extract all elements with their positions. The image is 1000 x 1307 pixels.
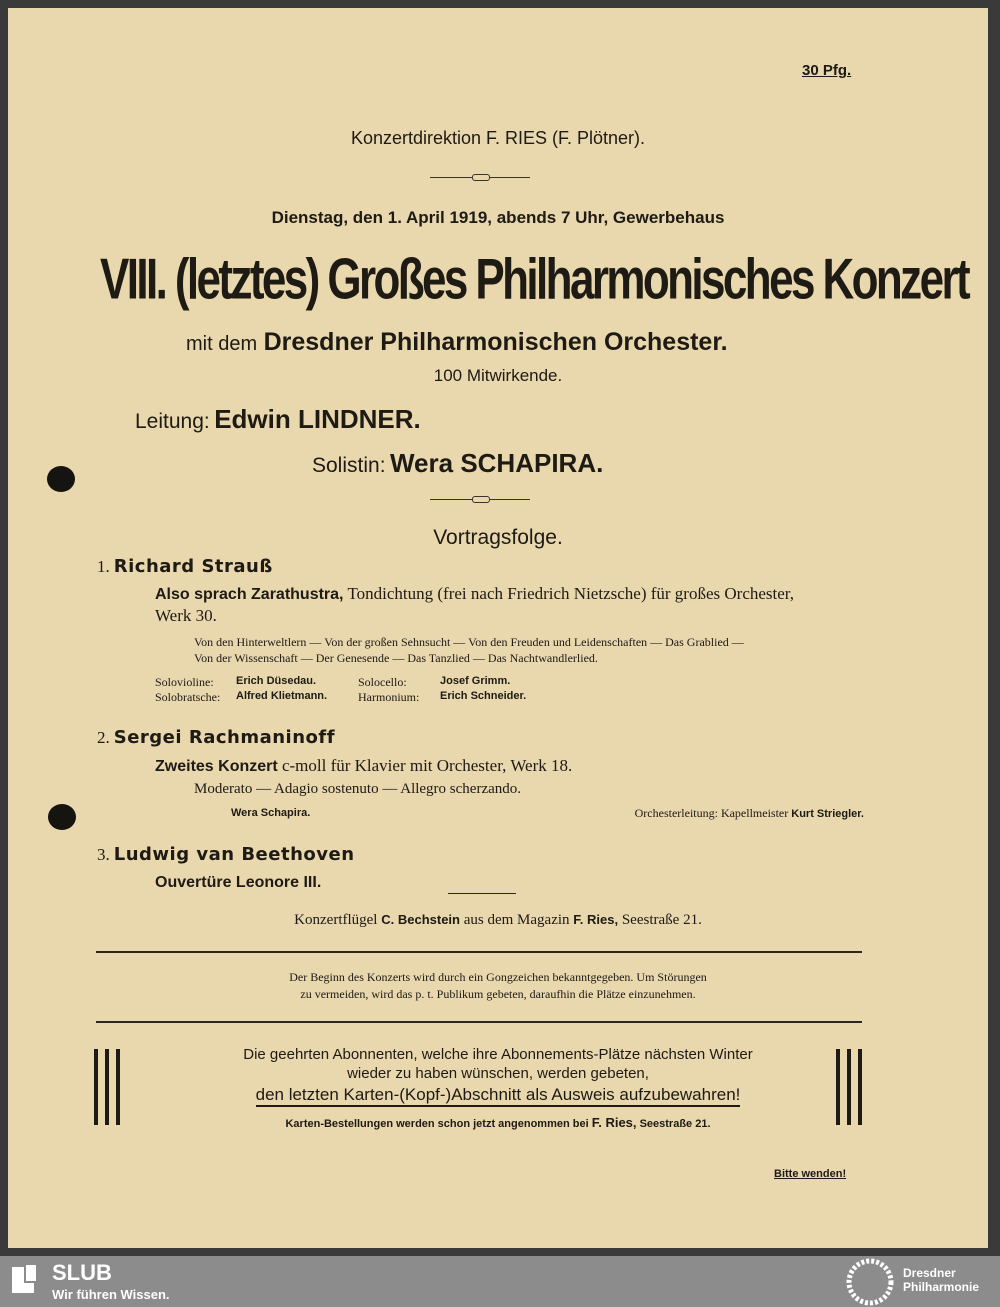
program-item-1-movements-2: Von der Wissenschaft — Der Genesende — Das Tanzlied — Das Nachtwandlerlied. bbox=[194, 651, 598, 665]
program-item-1-soloist-2-name: Josef Grimm. bbox=[440, 675, 511, 687]
notice-rule-bottom bbox=[96, 1021, 862, 1023]
subscriber-line-2: wieder zu haben wünschen, werden gebeten, bbox=[347, 1065, 649, 1082]
subscriber-line-1: Die geehrten Abonnenten, welche ihre Abonnements-Plätze nächsten Winter bbox=[243, 1046, 753, 1063]
program-item-1-number: 1. bbox=[97, 557, 110, 576]
piano-note bbox=[8, 912, 988, 929]
program-item-1-soloist-3-name: Alfred Klietmann. bbox=[236, 690, 328, 702]
orders-line bbox=[8, 1115, 988, 1130]
program-item-2-header bbox=[97, 727, 335, 748]
punch-hole-top bbox=[47, 466, 75, 492]
dresdner-philharmonie-logo-icon bbox=[845, 1258, 895, 1306]
soloist-label: Solistin: bbox=[312, 454, 386, 477]
organizer: Konzertdirektion F. RIES (F. Plötner). bbox=[350, 128, 646, 148]
slub-logo-icon bbox=[10, 1263, 40, 1295]
price-label: 30 Pfg. bbox=[802, 62, 852, 79]
footer-slub-title: SLUB bbox=[52, 1260, 112, 1285]
program-item-2-conduction-name: Kurt Striegler. bbox=[791, 808, 864, 820]
program-item-1-soloist-1-name: Erich Düsedau. bbox=[236, 675, 317, 687]
orders-shop: F. Ries, bbox=[591, 1115, 637, 1130]
orchestra-line bbox=[186, 328, 728, 357]
ornament-divider-top bbox=[430, 174, 530, 182]
orchestra-prefix: mit dem bbox=[186, 333, 258, 355]
program-sheet bbox=[8, 8, 988, 1248]
orchestra-name: Dresdner Philharmonischen Orchester. bbox=[263, 328, 728, 356]
program-item-3-number: 3. bbox=[97, 845, 110, 864]
notice-rule-top bbox=[96, 951, 862, 953]
orders-address: Seestraße 21. bbox=[639, 1118, 711, 1130]
program-item-1-soloist-3-role: Solobratsche: bbox=[155, 690, 221, 704]
program-item-2-work-title: Zweites Konzert bbox=[155, 758, 278, 775]
piano-note-address: Seestraße 21. bbox=[621, 912, 702, 928]
program-item-1-soloist-4-role: Harmonium: bbox=[358, 690, 420, 704]
piano-note-shop: F. Ries, bbox=[573, 912, 619, 927]
program-item-1-movements-1: Von den Hinterweltlern — Von der großen Sehnsucht — Von den Freuden und Leidenschaften — Das Grablied — bbox=[194, 635, 744, 649]
program-item-3-work: Ouvertüre Leonore III. bbox=[155, 874, 322, 891]
program-item-1-work-title: Also sprach Zarathustra, bbox=[155, 586, 344, 603]
footer-slub-subtitle: Wir führen Wissen. bbox=[52, 1287, 170, 1302]
program-item-1-composer: Richard Strauß bbox=[113, 556, 273, 577]
footer-dp-line-1: Dresdner bbox=[903, 1266, 956, 1280]
program-item-1-soloist-4-name: Erich Schneider. bbox=[440, 690, 527, 702]
program-item-1-header bbox=[97, 556, 273, 577]
program-item-1-work bbox=[155, 584, 794, 604]
notice-line-2: zu vermeiden, wird das p. t. Publikum gebeten, daraufhin die Plätze einzunehmen. bbox=[300, 987, 696, 1001]
program-item-2-composer: Sergei Rachmaninoff bbox=[113, 727, 336, 748]
program-item-1-soloist-2-role: Solocello: bbox=[358, 675, 407, 689]
conductor-line bbox=[135, 404, 421, 435]
ornament-divider-middle bbox=[430, 496, 530, 504]
orders-text: Karten-Bestellungen werden schon jetzt angenommen bei bbox=[285, 1118, 589, 1130]
program-item-2-work bbox=[155, 756, 572, 776]
program-item-2-conduction-label: Orchesterleitung: Kapellmeister bbox=[634, 806, 789, 820]
program-item-2-movements: Moderato — Adagio sostenuto — Allegro scherzando. bbox=[194, 781, 522, 797]
program-item-1-soloist-1-role: Solovioline: bbox=[155, 675, 214, 689]
punch-hole-bottom bbox=[48, 804, 76, 830]
program-item-2-conduction bbox=[635, 806, 864, 821]
conductor-label: Leitung: bbox=[135, 410, 210, 433]
program-item-2-number: 2. bbox=[97, 728, 110, 747]
piano-note-a: Konzertflügel bbox=[294, 912, 378, 928]
date-line: Dienstag, den 1. April 1919, abends 7 Uhr, Gewerbehaus bbox=[271, 208, 725, 227]
subscriber-line-3 bbox=[8, 1085, 988, 1105]
short-divider bbox=[448, 893, 516, 894]
soloist-line bbox=[312, 448, 603, 479]
program-item-1-work-line2: Werk 30. bbox=[155, 606, 217, 625]
piano-note-c: aus dem Magazin bbox=[463, 912, 570, 928]
program-item-3-composer: Ludwig van Beethoven bbox=[113, 844, 355, 865]
program-heading: Vortragsfolge. bbox=[433, 526, 563, 549]
participants: 100 Mitwirkende. bbox=[433, 366, 563, 385]
soloist-name: Wera SCHAPIRA. bbox=[389, 448, 604, 478]
turn-page-note: Bitte wenden! bbox=[774, 1168, 847, 1180]
conductor-name: Edwin LINDNER. bbox=[214, 404, 421, 434]
footer-bar bbox=[0, 1256, 1000, 1307]
footer-dp-line-2: Philharmonie bbox=[903, 1280, 980, 1294]
program-item-3-header bbox=[97, 844, 355, 865]
concert-title: VIII. (letztes) Großes Philharmonisches Konzert bbox=[100, 248, 969, 312]
program-item-1-work-desc: Tondichtung (frei nach Friedrich Nietzsche) für großes Orchester, bbox=[347, 584, 795, 603]
piano-note-brand: C. Bechstein bbox=[381, 912, 460, 927]
subscriber-emphasis: den letzten Karten-(Kopf-)Abschnitt als Ausweis aufzubewahren! bbox=[256, 1085, 741, 1107]
notice-line-1: Der Beginn des Konzerts wird durch ein Gongzeichen bekanntgegeben. Um Störungen bbox=[289, 970, 707, 984]
program-item-2-soloist: Wera Schapira. bbox=[231, 807, 311, 819]
program-item-2-work-desc: c-moll für Klavier mit Orchester, Werk 18. bbox=[281, 756, 573, 775]
